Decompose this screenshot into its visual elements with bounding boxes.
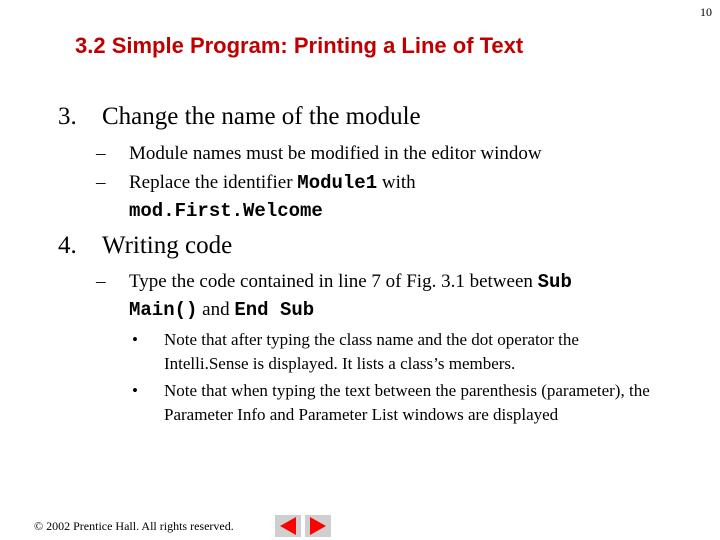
bullet-marker: • [132,330,138,349]
code-end-sub: End Sub [234,299,315,321]
next-slide-button[interactable] [305,515,331,537]
bullet-marker: • [132,381,138,400]
code-main: Main() [129,299,198,321]
step-3-sub-2-mid: with [377,172,416,193]
step-3-sub-2-prefix: Replace the identifier [129,172,298,193]
step-4-sub-1-text [129,268,572,324]
step-4-sub-1-mid: and [197,299,235,320]
step-3-text: Change the name of the module [102,103,421,130]
dash-marker: – [96,172,106,193]
step-4-sub-1-prefix: Type the code contained in line 7 of Fig. 3.1 between [129,271,538,292]
step-3-number: 3. [58,103,77,130]
copyright-footer: © 2002 Prentice Hall. All rights reserved. [34,519,234,533]
slide-title: 3.2 Simple Program: Printing a Line of Text [75,33,524,58]
step-4-text: Writing code [102,232,233,259]
step-4-bullet-2-text: Note that when typing the text between the parenthesis (parameter), the Parameter Info and Parameter List windows are displayed [164,381,650,424]
right-arrow-icon [305,515,331,537]
code-mod-first-welcome: mod.First.Welcome [129,200,323,222]
dash-marker: – [96,271,106,292]
dash-marker: – [96,143,106,164]
page-number: 10 [700,5,712,19]
code-sub: Sub [537,271,572,293]
previous-slide-button[interactable] [275,515,301,537]
step-4-number: 4. [58,232,77,259]
code-module1: Module1 [297,172,378,194]
left-arrow-icon [275,515,301,537]
step-3-sub-1-text: Module names must be modified in the editor window [129,143,542,164]
step-4-bullet-1-text: Note that after typing the class name and the dot operator the Intelli.Sense is displayed. It lists a class’s members. [164,330,579,373]
step-3-sub-2-text [129,169,416,225]
